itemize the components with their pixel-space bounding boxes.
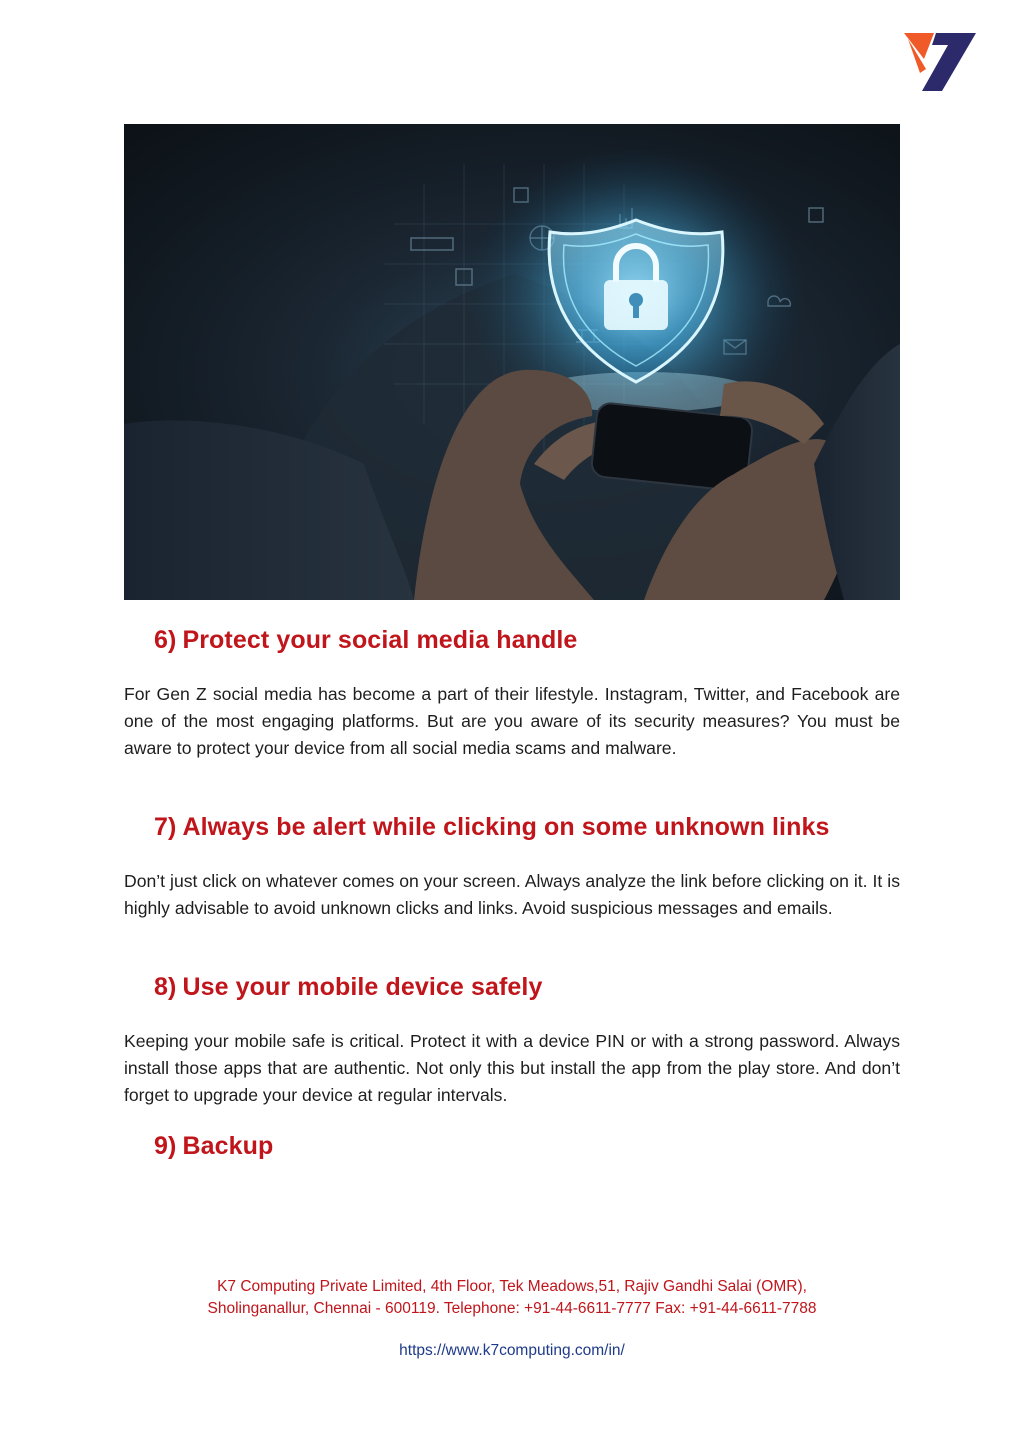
footer-address-line-1: K7 Computing Private Limited, 4th Floor, Tek Meadows,51, Rajiv Gandhi Salai (OMR),: [217, 1278, 807, 1295]
security-shield-lock-icon: [124, 124, 900, 600]
footer-url-link[interactable]: https://www.k7computing.com/in/: [399, 1342, 625, 1359]
section-9-title: Backup: [182, 1132, 274, 1160]
section-7-body: Don’t just click on whatever comes on your screen. Always analyze the link before clicking on it. It is highly advisable to avoid unknown clicks and links. Avoid suspicious messages and emails.: [124, 871, 900, 918]
k7-logo-icon: [904, 33, 976, 91]
section-6-number: 6): [154, 626, 177, 654]
section-7-number: 7): [154, 813, 177, 841]
footer-address: [0, 1276, 1024, 1320]
hero-image: [124, 124, 900, 600]
section-9-number: 9): [154, 1132, 177, 1160]
section-7-heading: [154, 813, 829, 842]
section-8-number: 8): [154, 973, 177, 1001]
section-6-heading: [154, 626, 577, 655]
k7-logo: [904, 33, 976, 91]
section-8-body: Keeping your mobile safe is critical. Protect it with a device PIN or with a strong password. Always install those apps that are authentic. Not only this but install the app from the play store. And don’t forget to upgrade your device at regular intervals.: [124, 1031, 900, 1105]
section-9-heading: [154, 1132, 273, 1161]
section-6-body: For Gen Z social media has become a part of their lifestyle. Instagram, Twitter, and Facebook are one of the most engaging platforms. But are you aware of its security measures? You must be aware to protect your device from all social media scams and malware.: [124, 684, 900, 758]
section-7-title: Always be alert while clicking on some unknown links: [182, 813, 830, 841]
section-8-heading: [154, 973, 542, 1002]
footer-address-line-2: Sholinganallur, Chennai - 600119. Telephone: +91-44-6611-7777 Fax: +91-44-6611-7788: [207, 1300, 817, 1317]
section-6-title: Protect your social media handle: [182, 626, 578, 654]
section-8-title: Use your mobile device safely: [182, 973, 543, 1001]
